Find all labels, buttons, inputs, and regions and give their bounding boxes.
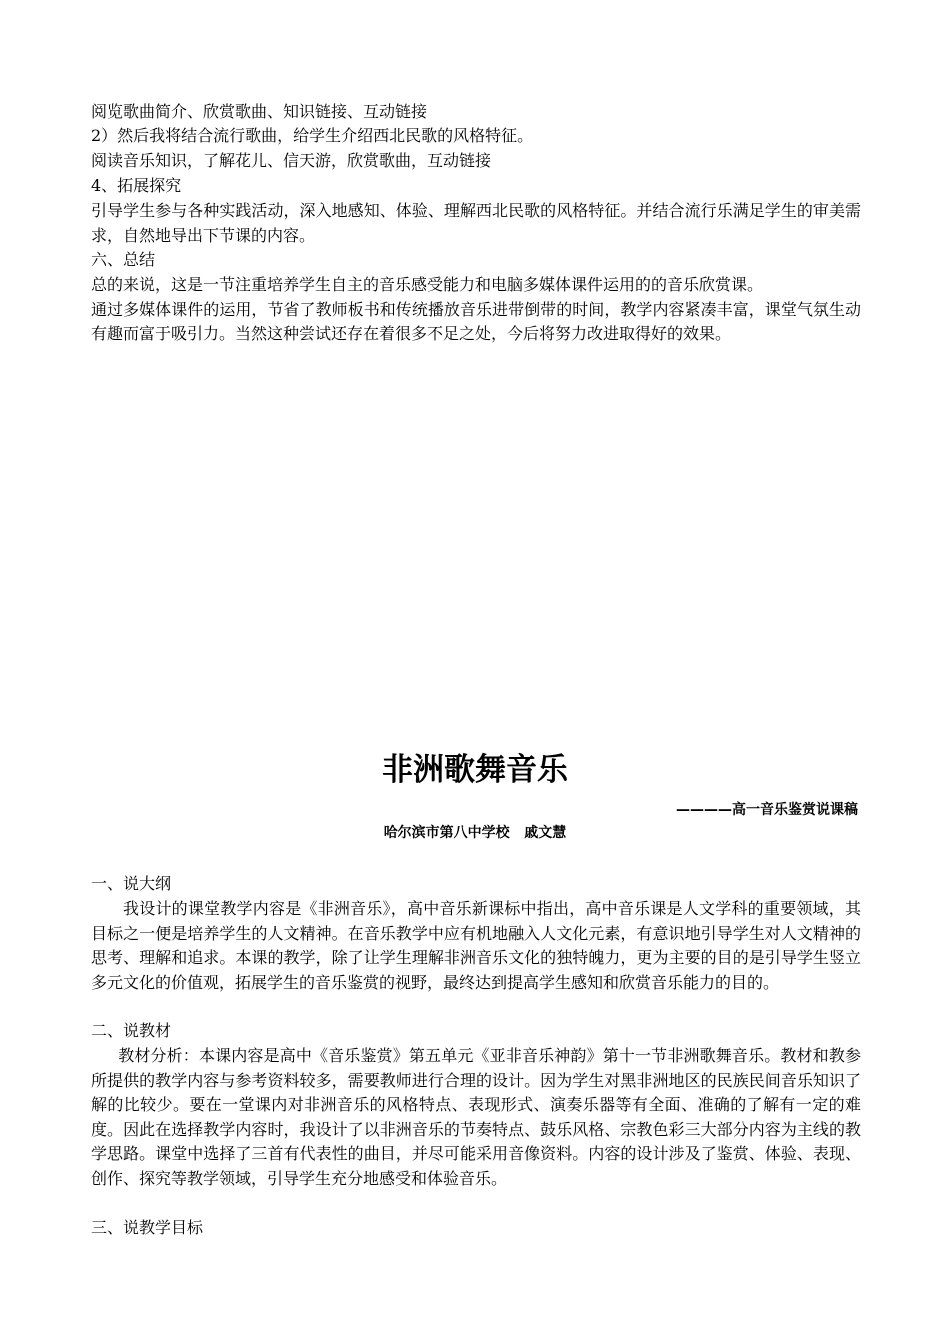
section-heading: 三、说教学目标: [91, 1218, 204, 1237]
text-line: 阅览歌曲简介、欣赏歌曲、知识链接、互动链接: [91, 102, 428, 121]
article-subtitle: ————高一音乐鉴赏说课稿: [676, 802, 858, 818]
summary-paragraph-block: [91, 273, 861, 347]
textbook-paragraph-block: [91, 1044, 861, 1191]
paragraph: 我设计的课堂教学内容是《非洲音乐》，高中音乐新课标中指出，高中音乐课是人文学科的重要领域，其目标之一便是培养学生的人文精神。在音乐教学中应有机地融入人文化元素，有意识地引导学生对人文精神的思考、理解和追求。本课的教学，除了让学生理解非洲音乐文化的独特魄力，更为主要的目的是引导学生竖立多元文化的价值观，拓展学生的音乐鉴赏的视野，最终达到提高学生感知和欣赏音乐能力的目的。: [91, 899, 861, 992]
section-heading: 4、拓展探究: [91, 176, 182, 195]
text-line: 2）然后我将结合流行歌曲，给学生介绍西北民歌的风格特征。: [91, 126, 534, 145]
article-author: 哈尔滨市第八中学校 戚文慧: [383, 825, 567, 841]
paragraph: 教材分析：本课内容是高中《音乐鉴赏》第五单元《亚非音乐神韵》第十一节非洲歌舞音乐。教材和教参所提供的教学内容与参考资料较多，需要教师进行合理的设计。因为学生对黑非洲地区的民族民间音乐知识了解的比较少。要在一堂课内对非洲音乐的风格特点、表现形式、演奏乐器等有全面、准确的了解有一定的难度。因此在选择教学内容时，我设计了以非洲音乐的节奏特点、鼓乐风格、宗教色彩三大部分内容为主线的教学思路。课堂中选择了三首有代表性的曲目，并尽可能采用音像资料。内容的设计涉及了鉴赏、体验、表现、创作、探究等教学领域，引导学生充分地感受和体验音乐。: [91, 1046, 861, 1188]
paragraph: 通过多媒体课件的运用，节省了教师板书和传统播放音乐进带倒带的时间，教学内容紧凑丰富，课堂气氛生动有趣而富于吸引力。当然这种尝试还存在着很多不足之处，今后将努力改进取得好的效果。: [91, 299, 861, 343]
article-title: 非洲歌舞音乐: [382, 752, 568, 788]
section-heading: 二、说教材: [91, 1021, 172, 1040]
extend-paragraph-block: [91, 199, 861, 248]
section-heading: 六、总结: [91, 250, 156, 269]
section-heading: 一、说大纲: [91, 874, 172, 893]
paragraph: 总的来说，这是一节注重培养学生自主的音乐感受能力和电脑多媒体课件运用的的音乐欣赏课。: [91, 275, 764, 294]
paragraph: 引导学生参与各种实践活动，深入地感知、体验、理解西北民歌的风格特征。并结合流行乐满足学生的审美需求，自然地导出下节课的内容。: [91, 201, 861, 245]
text-line: 阅读音乐知识，了解花儿、信天游，欣赏歌曲，互动链接: [91, 151, 492, 170]
outline-paragraph-block: [91, 897, 861, 995]
